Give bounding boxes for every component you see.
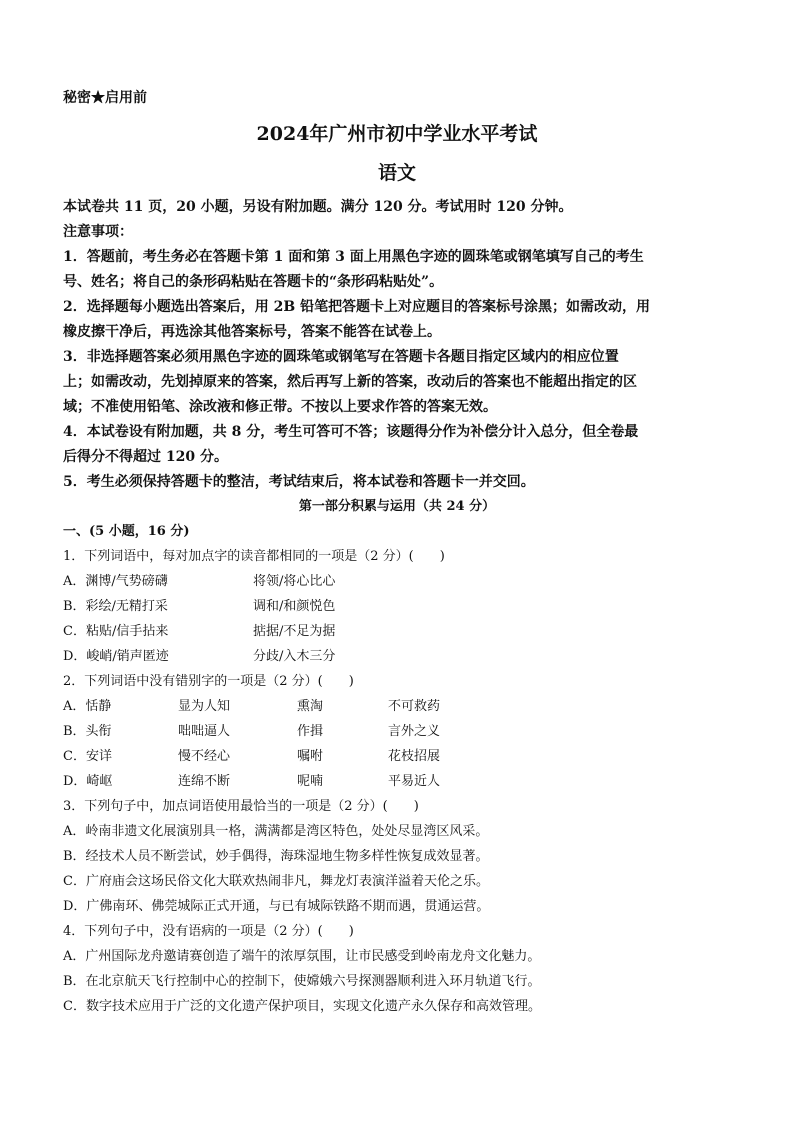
- notice-line: 4．本试卷设有附加题，共 8 分，考生可答可不答；该题得分作为补偿分计入总分，但全卷最: [63, 424, 639, 440]
- option-words: 掂据/不足为据: [253, 624, 336, 639]
- option-words: B．彩绘/无精打采: [63, 599, 168, 614]
- option-word: B．头衔: [63, 724, 112, 739]
- notice-line: 2．选择题每小题选出答案后，用 2B 铅笔把答题卡上对应题目的答案标号涂黑；如需改动，用: [63, 299, 651, 315]
- question-3-option: A．岭南非遗文化展演别具一格，满满都是湾区特色，处处尽显湾区风采。: [63, 824, 489, 839]
- question-2-stem: 2．下列词语中没有错别字的一项是（2 分）( ): [63, 674, 354, 689]
- option-word: 熏淘: [297, 699, 324, 714]
- option-words: 将领/将心比心: [253, 574, 336, 589]
- option-word: 嘱咐: [297, 749, 324, 764]
- question-3-option: C．广府庙会这场民俗文化大联欢热闹非凡，舞龙灯表演洋溢着天伦之乐。: [63, 874, 489, 889]
- question-4-option: A．广州国际龙舟邀请赛创造了端午的浓厚氛围，让市民感受到岭南龙舟文化魅力。: [63, 949, 541, 964]
- notice-line: 号、姓名；将自己的条形码粘贴在答题卡的“条形码粘贴处”。: [63, 274, 444, 290]
- option-word: 言外之义: [388, 724, 441, 739]
- option-word: C．安详: [63, 749, 112, 764]
- option-words: C．粘贴/信手拈来: [63, 624, 169, 639]
- exam-title: 2024年广州市初中学业水平考试: [256, 123, 538, 145]
- question-1-stem: 1．下列词语中，每对加点字的读音都相同的一项是（2 分）( ): [63, 549, 445, 564]
- question-3-option: B．经技术人员不断尝试，妙手偶得，海珠湿地生物多样性恢复成效显著。: [63, 849, 489, 864]
- option-words: 分歧/入木三分: [253, 649, 336, 664]
- question-4-option: B．在北京航天飞行控制中心的控制下，使嫦娥六号探测器顺利进入环月轨道飞行。: [63, 974, 541, 989]
- notice-line: 域；不准使用铅笔、涂改液和修正带。不按以上要求作答的答案无效。: [63, 399, 497, 415]
- notice-line: 3．非选择题答案必须用黑色字迹的圆珠笔或钢笔写在答题卡各题目指定区域内的相应位置: [63, 349, 619, 365]
- option-word: D．崎岖: [63, 774, 113, 789]
- question-4-stem: 4．下列句子中，没有语病的一项是（2 分）( ): [63, 924, 354, 939]
- option-word: 显为人知: [178, 699, 231, 714]
- option-word: 平易近人: [388, 774, 441, 789]
- option-word: A．恬静: [63, 699, 112, 714]
- option-words: 调和/和颜悦色: [253, 599, 336, 614]
- question-4-option: C．数字技术应用于广泛的文化遗产保护项目，实现文化遗产永久保存和高效管理。: [63, 999, 541, 1014]
- section-heading: 一、(5 小题，16 分): [63, 524, 190, 539]
- question-3-stem: 3．下列句子中，加点词语使用最恰当的一项是（2 分）( ): [63, 799, 419, 814]
- option-word: 慢不经心: [178, 749, 231, 764]
- notice-line: 后得分不得超过 120 分。: [63, 449, 228, 465]
- notice-line: 上；如需改动，先划掉原来的答案，然后再写上新的答案，改动后的答案也不能超出指定的区: [63, 374, 637, 390]
- option-word: 呢喃: [297, 774, 324, 789]
- option-words: A．渊博/气势磅礴: [63, 574, 168, 589]
- option-word: 不可救药: [388, 699, 441, 714]
- option-word: 花枝招展: [388, 749, 441, 764]
- option-word: 咄咄逼人: [178, 724, 231, 739]
- option-word: 作揖: [297, 724, 324, 739]
- part-heading: 第一部分积累与运用（共 24 分）: [298, 499, 496, 514]
- notice-line: 1．答题前，考生务必在答题卡第 1 面和第 3 面上用黑色字迹的圆珠笔或钢笔填写自己的考生: [63, 249, 644, 265]
- notice-line: 橡皮擦干净后，再选涂其他答案标号，答案不能答在试卷上。: [63, 324, 441, 340]
- confidential-mark: 秘密★启用前: [63, 90, 147, 106]
- notice-line: 5．考生必须保持答题卡的整洁，考试结束后，将本试卷和答题卡一并交回。: [63, 474, 535, 490]
- option-words: D．峻峭/销声匿迹: [63, 649, 169, 664]
- subject-title: 语文: [377, 162, 416, 184]
- question-3-option: D．广佛南环、佛莞城际正式开通，与已有城际铁路不期而遇，贯通运营。: [63, 899, 490, 914]
- notice-heading: 注意事项：: [63, 224, 133, 240]
- exam-intro: 本试卷共 11 页，20 小题，另设有附加题。满分 120 分。考试用时 120 分钟。: [63, 199, 573, 215]
- option-word: 连绵不断: [178, 774, 231, 789]
